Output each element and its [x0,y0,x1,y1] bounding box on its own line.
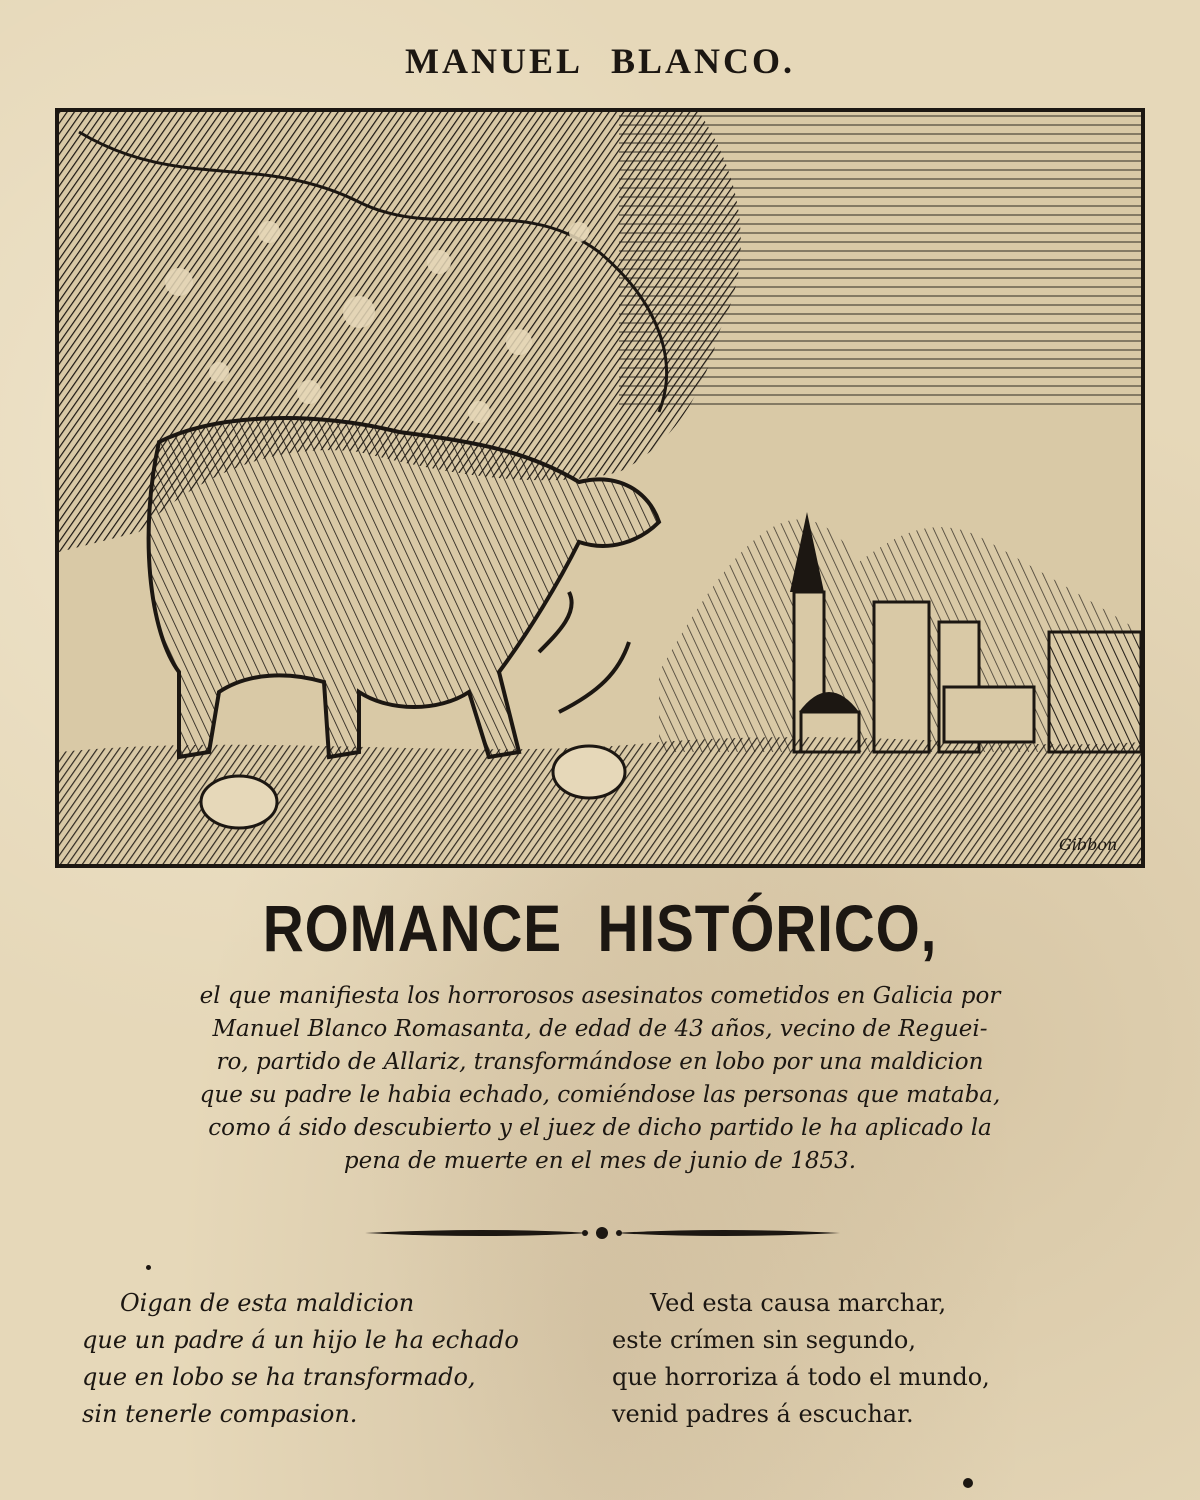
verse-line: este crímen sin segundo, [612,1326,916,1354]
verse-line: Oigan de esta maldicion [120,1289,415,1317]
engraver-signature: Gibbon [1059,835,1118,854]
subtitle-line: el que manifiesta los horrorosos asesinatos cometidos en Galicia por [199,983,1001,1009]
page-header-name: MANUEL BLANCO. [404,41,796,81]
ink-dot [146,1265,151,1270]
verse-right [612,1285,990,1433]
ornamental-divider [365,1223,840,1243]
subtitle-line: como á sido descubierto y el juez de dicho partido le ha aplicado la [208,1115,992,1141]
verse-line: que en lobo se ha transformado, [82,1363,476,1391]
verse-line: que un padre á un hijo le ha echado [82,1326,519,1354]
verse-line: Ved esta causa marchar, [650,1289,947,1317]
verse-left [82,1285,519,1433]
main-title: ROMANCE HISTÓRICO, [262,891,938,965]
verse-line: que horroriza á todo el mundo, [612,1363,990,1391]
verse-line: sin tenerle compasion. [82,1400,358,1428]
subtitle-line: que su padre le habia echado, comiéndose las personas que mataba, [199,1082,1001,1108]
woodcut-illustration [55,108,1145,868]
victim-head [553,746,625,798]
subtitle-line: ro, partido de Allariz, transformándose en lobo por una maldicion [216,1049,984,1075]
subtitle-paragraph [80,980,1120,1178]
subtitle-line: Manuel Blanco Romasanta, de edad de 43 años, vecino de Reguei- [212,1016,988,1042]
subtitle-line: pena de muerte en el mes de junio de 1853. [343,1148,857,1174]
verse-line: venid padres á escuchar. [612,1400,914,1428]
ink-dot [963,1478,973,1488]
